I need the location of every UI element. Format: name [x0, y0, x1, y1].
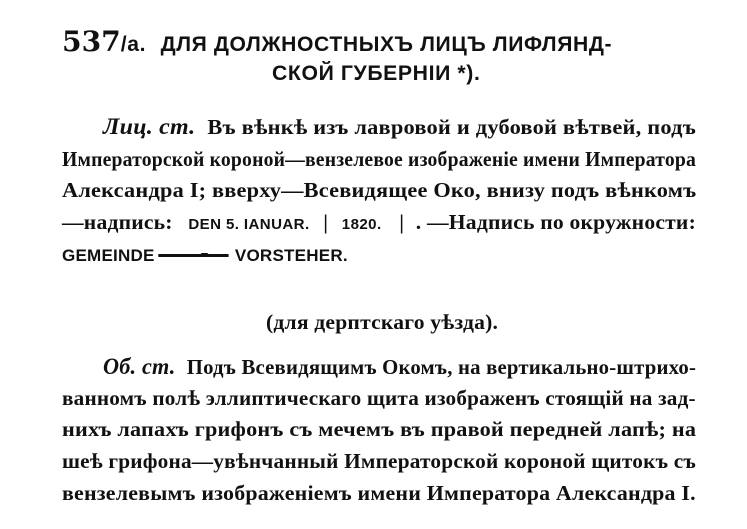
- obverse-text-4-start: —надпись:: [62, 210, 173, 234]
- obverse-line-2: [62, 149, 696, 171]
- reverse-text-2: ванномъ полѣ эллиптическаго щита изображенъ стоящій на зад-: [62, 386, 696, 410]
- district-text: (для дерптскаго уѣзда).: [266, 310, 499, 334]
- reverse-text-1: Подъ Всевидящимъ Окомъ, на вертикально-штрихо-: [186, 355, 697, 379]
- obverse-line-5: [62, 244, 348, 266]
- reverse-line-4: [62, 451, 696, 473]
- heading-title-part-1: ДЛЯ ДОЛЖНОСТНЫХЪ ЛИЦЪ ЛИФЛЯНД-: [160, 33, 613, 56]
- obverse-text-3: Александра I; вверху—Всевидящее Око, внизу подъ вѣнкомъ: [62, 178, 697, 202]
- obverse-text-1: Въ вѣнкѣ изъ лавровой и дубовой вѣтвей, подъ: [207, 115, 697, 139]
- inscription-separator-1: |: [323, 210, 329, 234]
- inscription-date: DEN 5. IANUAR.: [188, 216, 310, 233]
- inscription-separator-2: |: [399, 210, 405, 234]
- reverse-text-4: шеѣ грифона—увѣнчанный Императорской короной щитокъ съ: [62, 449, 696, 473]
- entry-number: 537: [62, 25, 121, 58]
- obverse-label: Лиц. ст.: [103, 114, 196, 139]
- legend-left-word: GEMEINDE: [62, 246, 155, 265]
- obverse-text-4-end: . —Надпись по окружности:: [415, 210, 696, 234]
- legend-right-word: VORSTEHER.: [234, 246, 348, 265]
- reverse-text-5: вензелевымъ изображеніемъ имени Императора Александра I.: [62, 481, 696, 505]
- obverse-text-2: Императорской короной—вензелевое изображеніе имени Императора: [62, 147, 697, 171]
- legend-divider-ornament: [201, 253, 209, 257]
- reverse-line-5: [62, 483, 696, 505]
- reverse-line-3: [62, 419, 696, 441]
- obverse-line-1: [103, 115, 696, 139]
- reverse-line-2: [62, 388, 696, 410]
- heading-title-part-2: СКОЙ ГУБЕРНІИ *).: [272, 62, 481, 85]
- reverse-line-1: [103, 355, 696, 379]
- reverse-text-3: нихъ лапахъ грифонъ съ мечемъ въ правой передней лапѣ; на: [62, 417, 697, 441]
- heading-line-1: [62, 25, 613, 58]
- reverse-label: Об. ст.: [103, 354, 176, 379]
- legend-divider: [159, 254, 229, 257]
- heading-line-2: [272, 63, 480, 84]
- obverse-line-3: [62, 180, 696, 202]
- inscription-year: 1820.: [341, 216, 382, 233]
- obverse-line-4: [62, 212, 696, 234]
- entry-number-suffix: /а.: [120, 33, 147, 56]
- district-subheading: [266, 312, 498, 334]
